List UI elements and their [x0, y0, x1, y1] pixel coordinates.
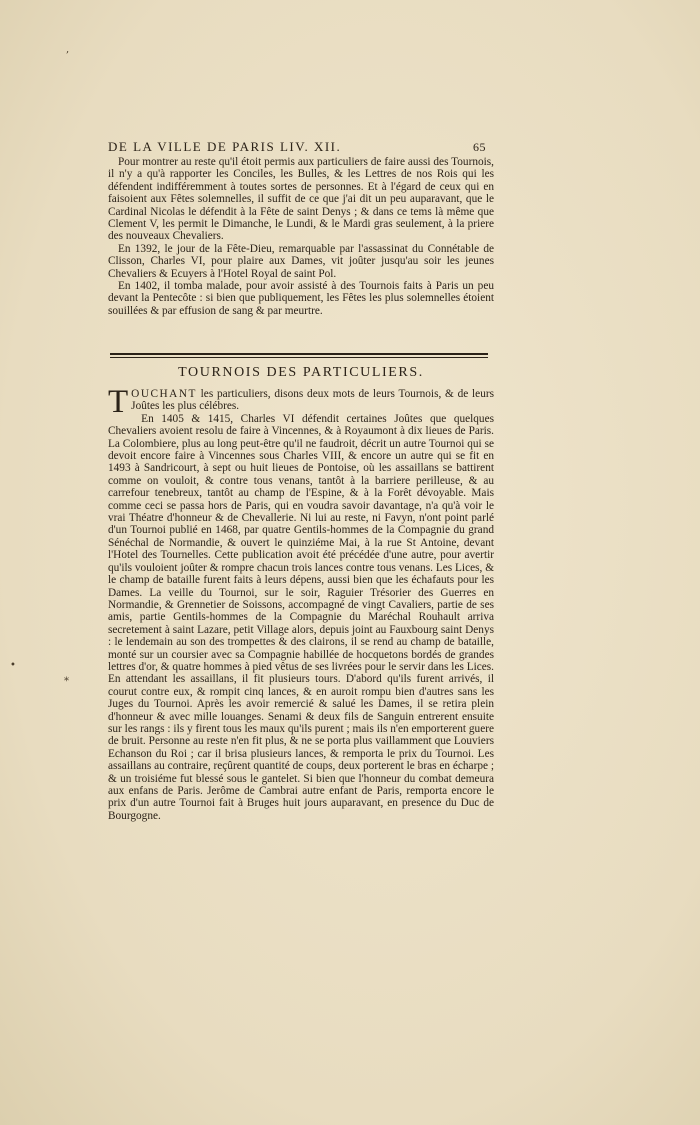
- running-head-title: DE LA VILLE DE PARIS LIV. XII.: [108, 139, 342, 154]
- running-head: [108, 139, 486, 155]
- intro-text: [108, 156, 494, 317]
- lead-caps: OUCHANT: [131, 388, 197, 400]
- first-paragraph: [108, 384, 494, 420]
- intro-paragraph: En 1402, il tomba malade, pour avoir assisté à des Tournois faits à Paris un peu devant la Pentecôte : si bien que publiquement, les Fêtes les plus solemnelles étoient souillées & par effusion de sang & par meurtre.: [108, 280, 494, 317]
- margin-mark: *: [64, 676, 69, 687]
- section-body: [108, 384, 494, 822]
- drop-cap: T: [108, 384, 129, 420]
- margin-mark: •: [10, 660, 16, 671]
- main-paragraph: En 1405 & 1415, Charles VI défendit certaines Joûtes que quelques Chevaliers avoient resolu de faire à Vincennes, & à Royaumont à dix lieues de Paris. La Colombiere, plus au long peut-être qu'il ne faudroit, décrit un autre Tournoi qui se devoit encore faire à Vincennes sous Charles VIII, & encore un autre qui se fit en 1493 à Sandricourt, à sept ou huit lieues de Pontoise, où les assaillans se battirent comme on vouloit, & contre tous venans, tantôt à la barriere perilleuse, & au carrefour tenebreux, tantôt au champ de l'Espine, & à la Forêt dévoyable. Mais comme ceci se passa hors de Paris, qui en voudra savoir davantage, n'a qu'à voir le vrai Théatre d'honneur & de Chevallerie. Ni lui au reste, ni Favyn, n'ont point parlé d'un Tournoi publié en 1468, par quatre Gentils-hommes de la Compagnie du grand Sénéchal de Normandie, & ouvert le quinziéme Mai, à la rue St Antoine, devant l'Hotel des Tournelles. Cette publication avoit été précédée d'une autre, pour avertir qu'ils vouloient joûter & rompre chacun trois lances contre tous venans. Les Lices, & le champ de bataille furent faits à leurs dépens, aussi bien que les échafauts pour les Dames. La veille du Tournoi, sur le soir, Raguier Trésorier des Guerres en Normandie, & Grennetier de Soissons, accompagné de vingt Cavaliers, partie de ses amis, partie Gentils-hommes de la Compagnie du Maréchal Rouhault arriva secretement à saint Lazare, petit Village alors, depuis joint au Fauxbourg saint Denys : le lendemain au son des trompettes & des clairons, il se rend au champ de bataille, monté sur un coursier avec sa Compagnie habillée de hocquetons bordés de grandes lettres d'or, & quatre hommes à pied vêtus de ses livrées pour le servir dans les Lices. En attendant les assaillans, il fit plusieurs tours. D'abord qu'ils furent arrivés, il courut contre eux, & rompit cinq lances, & en auroit rompu bien d'autres sans les Juges du Tournoi. Après les avoir remercié & salué les Dames, il se retira plein d'honneur & avec mille louanges. Senami & deux fils de Sanguin entrerent ensuite sur les rangs : ils y firent tous les maux qu'ils purent ; mais ils n'en emporterent guere de bruit. Personne au reste n'en fit plus, & ne se porta plus vaillamment que Louviers Echanson du Roi ; car il brisa plusieurs lances, & remporta le prix du Tournoi. Les assaillans au contraire, reçûrent quantité de coups, deux porterent le bras en écharpe ; & un troisiéme fut blessé sous le gantelet. Si bien que l'honneur du combat demeura aux enfans de Paris. Jerôme de Cambrai autre enfant de Paris, remporta encore le prix d'un autre Tournoi fait à Bruges huit jours auparavant, en presence du Duc de Bourgogne.: [108, 412, 494, 822]
- intro-paragraph: En 1392, le jour de la Fête-Dieu, remarquable par l'assassinat du Connétable de Clisson, Charles VI, pour plaire aux Dames, vit joûter jusqu'au soir les jeunes Chevaliers & Ecuyers à l'Hotel Royal de saint Pol.: [108, 242, 494, 280]
- section-rule: [110, 353, 488, 355]
- section-title: TOURNOIS DES PARTICULIERS.: [178, 365, 424, 380]
- margin-mark: ,: [66, 44, 70, 55]
- intro-paragraph: Pour montrer au reste qu'il étoit permis aux particuliers de faire aussi des Tournois, il n'y a qu'à rapporter les Conciles, les Bulles, & les Lettres de nos Rois qui les défendent indifféremment à toutes sortes de personnes. Et à l'égard de ceux qui en faisoient aux Fêtes solemnelles, il suffit de ce que j'ai dit un peu auparavant, que le Cardinal Nicolas le défendit à la Fête de saint Denys ; & dans ce tems là même que Clement V, les permit le Dimanche, le Lundi, & le Mardi gras seulement, à la priere des nouveaux Chevaliers.: [108, 156, 494, 243]
- page-number: 65: [473, 140, 486, 154]
- first-paragraph-text: les particuliers, disons deux mots de leurs Tournois, & de leurs Joûtes les plus célébres.: [131, 388, 494, 413]
